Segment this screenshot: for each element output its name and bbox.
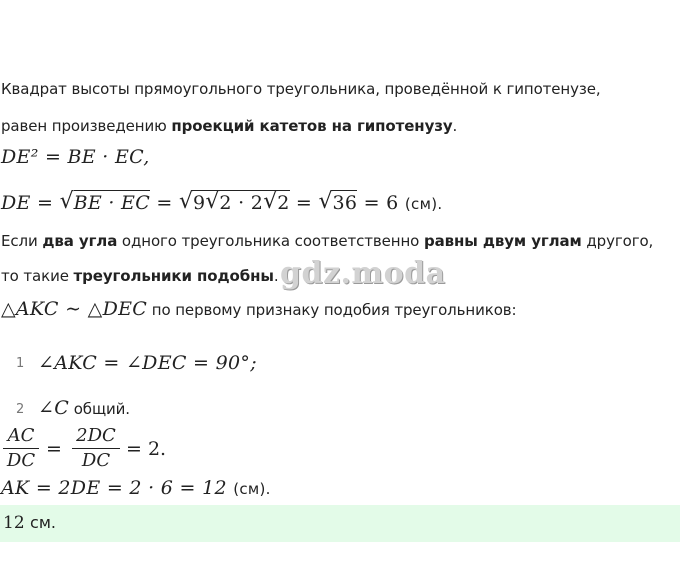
- similarity-statement: △AKC ∼ △DEC по первому признаку подобия треугольников:: [1, 298, 517, 320]
- text-line-2: равен произведению проекций катетов на гипотенузу.: [1, 117, 458, 135]
- watermark-logo: gdz.moda: [280, 256, 446, 291]
- fraction-2dc-dc: $\frac{2DC}{DC}$: [72, 424, 120, 473]
- list-number-1: 1: [16, 356, 25, 371]
- sqrt-sign: √ 2: [205, 192, 231, 214]
- formula-de-root: DE = √ BE · EC = √ 9√ 2 · 2√ 2 = √ 36 = 6 (см).: [1, 192, 442, 214]
- list-item-1: ∠AKC = ∠DEC = 90°;: [38, 352, 257, 374]
- text-line-5: Если два угла одного треугольника соответственно равны двум углам другого,: [1, 232, 654, 250]
- sqrt-sign: √ 36: [318, 192, 357, 214]
- fraction-result: = 2.: [126, 438, 167, 460]
- formula-de-squared: DE² = BE · EC,: [1, 146, 150, 168]
- answer-box: [0, 505, 680, 542]
- text-line-6: то такие треугольники подобны.: [1, 267, 279, 285]
- fraction-ac-dc: $\frac{AC}{DC}$: [3, 424, 39, 473]
- list-item-2: ∠C общий.: [38, 397, 130, 419]
- text-line-1: Квадрат высоты прямоугольного треугольника, проведённой к гипотенузе,: [1, 80, 601, 98]
- sqrt-sign: √ 2: [263, 192, 289, 214]
- list-number-2: 2: [16, 402, 25, 417]
- answer-text: 12 см.: [3, 513, 56, 533]
- equals-sign: =: [46, 438, 62, 460]
- sqrt-sign: √ 9√ 2 · 2√ 2: [179, 192, 290, 214]
- formula-ak: AK = 2DE = 2 · 6 = 12 (см).: [1, 477, 271, 499]
- sqrt-sign: √ BE · EC: [60, 192, 150, 214]
